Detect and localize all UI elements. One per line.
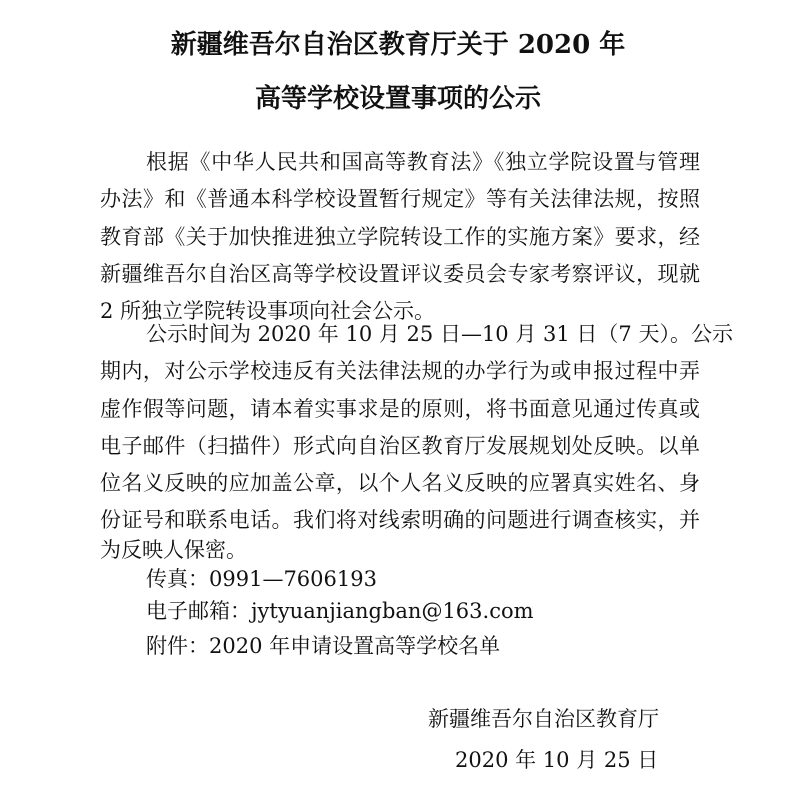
title-line-2: 高等学校设置事项的公示: [254, 84, 541, 114]
paragraph-2-line: 份证号和联系电话。我们将对线索明确的问题进行调查核实，并: [100, 508, 700, 532]
paragraph-2-line: 电子邮件（扫描件）形式向自治区教育厅发展规划处反映。以单: [100, 434, 700, 458]
paragraph-1-line: 根据《中华人民共和国高等教育法》《独立学院设置与管理: [146, 150, 700, 174]
fax-line: 传真：0991—7606193: [146, 567, 377, 591]
paragraph-1-line: 新疆维吾尔自治区高等学校设置评议委员会专家考察评议，现就: [100, 262, 700, 286]
paragraph-2-line: 公示时间为 2020 年 10 月 25 日—10 月 31 日（7 天）。公示: [146, 322, 733, 346]
attachment-line: 附件：2020 年申请设置高等学校名单: [146, 634, 501, 658]
paragraph-2-line: 位名义反映的应加盖公章，以个人名义反映的应署真实姓名、身: [100, 471, 700, 495]
paragraph-2-line: 为反映人保密。: [100, 538, 247, 562]
signature: 新疆维吾尔自治区教育厅: [428, 707, 659, 731]
title-line-1: 新疆维吾尔自治区教育厅关于 2020 年: [170, 30, 626, 60]
paragraph-1-line: 2 所独立学院转设事项向社会公示。: [100, 299, 436, 323]
paragraph-1-line: 教育部《关于加快推进独立学院转设工作的实施方案》要求，经: [100, 225, 700, 249]
paragraph-1-line: 办法》和《普通本科学校设置暂行规定》等有关法律法规，按照: [100, 187, 700, 211]
paragraph-2-line: 期内，对公示学校违反有关法律法规的办学行为或申报过程中弄: [100, 359, 700, 383]
date: 2020 年 10 月 25 日: [455, 748, 659, 772]
paragraph-2-line: 虚作假等问题，请本着实事求是的原则，将书面意见通过传真或: [100, 397, 700, 421]
email-line: 电子邮箱：jytyuanjiangban@163.com: [146, 599, 534, 623]
